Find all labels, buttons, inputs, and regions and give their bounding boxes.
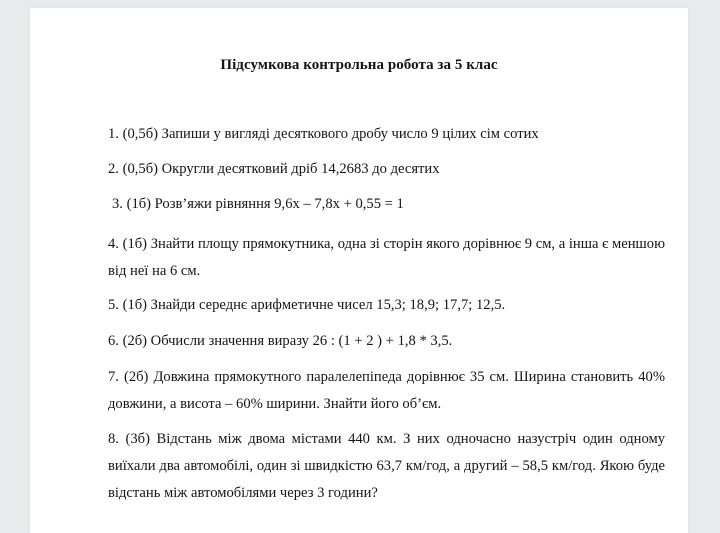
task-2: 2. (0,5б) Округли десятковий дріб 14,2683 до десятих (108, 161, 440, 177)
task-3: 3. (1б) Розв’яжи рівняння 9,6х – 7,8х + 0,55 = 1 (112, 196, 404, 212)
task-5: 5. (1б) Знайди середнє арифметичне чисел 15,3; 18,9; 17,7; 12,5. (108, 297, 506, 313)
task-1: 1. (0,5б) Запиши у вигляді десяткового дробу число 9 цілих сім сотих (108, 126, 539, 142)
document-page (30, 8, 688, 533)
document-title: Підсумкова контрольна робота за 5 клас (220, 57, 498, 73)
task-4: 4. (1б) Знайти площу прямокутника, одна зі сторін якого дорівнює 9 см, а інша є меншою від неї на 6 см. (108, 236, 665, 279)
task-6: 6. (2б) Обчисли значення виразу 26 : (1 + 2 ) + 1,8 * 3,5. (108, 333, 453, 349)
task-7: 7. (2б) Довжина прямокутного паралелепіпеда дорівнює 35 см. Ширина становить 40% довжини, а висота – 60% ширини. Знайти його об’єм. (108, 369, 665, 412)
task-8: 8. (3б) Відстань між двома містами 440 км. З них одночасно назустріч один одному виїхали два автомобілі, один зі швидкістю 63,7 км/год, а другий – 58,5 км/год. Якою буде відстань між автомобілями через 3 години? (108, 431, 665, 501)
